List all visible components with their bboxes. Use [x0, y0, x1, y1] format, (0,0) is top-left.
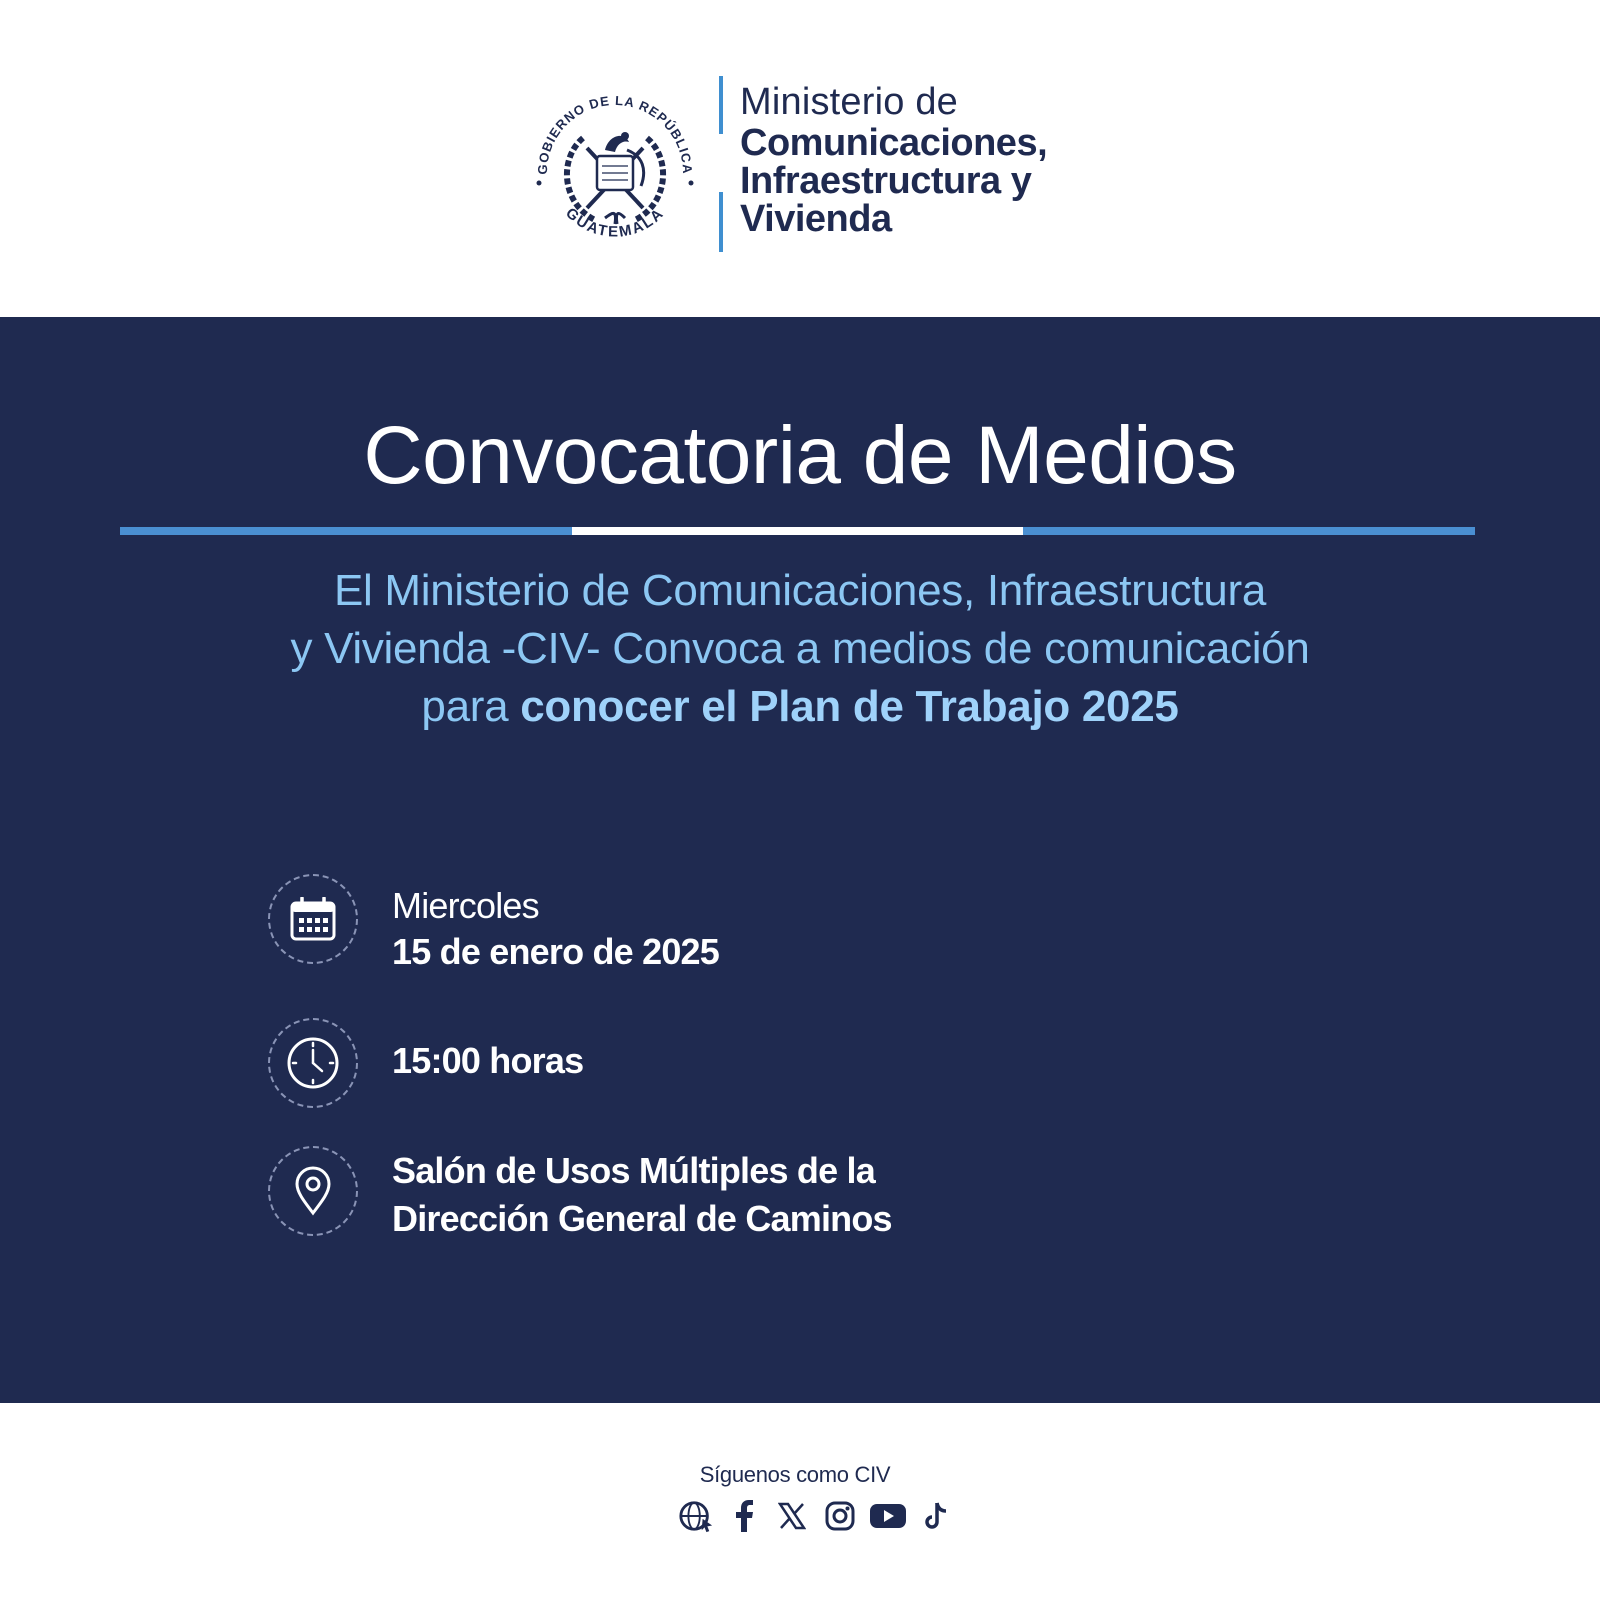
main-panel [0, 317, 1600, 1403]
instagram-icon[interactable] [822, 1498, 858, 1534]
date-value: 15 de enero de 2025 [392, 931, 719, 972]
svg-text:GUATEMALA: GUATEMALA [562, 204, 668, 241]
tiktok-icon[interactable] [918, 1498, 954, 1534]
time-info [392, 1037, 583, 1085]
intro-text [0, 562, 1600, 736]
date-icon-circle [268, 874, 358, 964]
title-rule-left [120, 527, 572, 535]
svg-text:GOBIERNO DE LA REPÚBLICA: GOBIERNO DE LA REPÚBLICA [534, 92, 696, 175]
location-line-2: Dirección General de Caminos [392, 1198, 892, 1239]
intro-line-2: y Vivienda -CIV- Convoca a medios de comunicación [290, 624, 1310, 673]
location-line-1: Salón de Usos Múltiples de la [392, 1150, 875, 1191]
intro-line-3 [0, 678, 1600, 736]
time-icon-circle [268, 1018, 358, 1108]
header-divider-bottom [719, 192, 723, 252]
coat-of-arms-icon [525, 78, 705, 258]
ministry-line-3: Infraestructura y [740, 160, 1032, 202]
follow-label: Síguenos como CIV [699, 1462, 891, 1487]
header [0, 0, 1600, 317]
date-weekday: Miercoles [392, 885, 539, 926]
ministry-line-2: Comunicaciones, [740, 122, 1048, 164]
location-pin-icon [293, 1166, 333, 1216]
title-rule-right [1023, 527, 1475, 535]
intro-line-1: El Ministerio de Comunicaciones, Infraestructura [333, 566, 1266, 615]
location-info [392, 1147, 892, 1243]
social-links [678, 1498, 954, 1534]
youtube-icon[interactable] [870, 1498, 906, 1534]
page-title: Convocatoria de Medios [363, 410, 1237, 501]
calendar-icon [290, 897, 336, 941]
title-rule-middle [572, 527, 1023, 535]
intro-line-3-highlight: conocer el Plan de Trabajo 2025 [520, 682, 1179, 731]
ministry-line-1: Ministerio de [740, 81, 959, 123]
location-icon-circle [268, 1146, 358, 1236]
intro-line-3-prefix: para [421, 682, 509, 731]
ministry-line-4: Vivienda [740, 198, 892, 240]
ministry-name [740, 80, 1047, 238]
facebook-icon[interactable] [726, 1498, 762, 1534]
clock-icon [285, 1035, 341, 1091]
x-icon[interactable] [774, 1498, 810, 1534]
date-info [392, 884, 719, 976]
web-icon[interactable] [678, 1498, 714, 1534]
header-divider-top [719, 76, 723, 134]
time-value: 15:00 horas [392, 1040, 584, 1081]
